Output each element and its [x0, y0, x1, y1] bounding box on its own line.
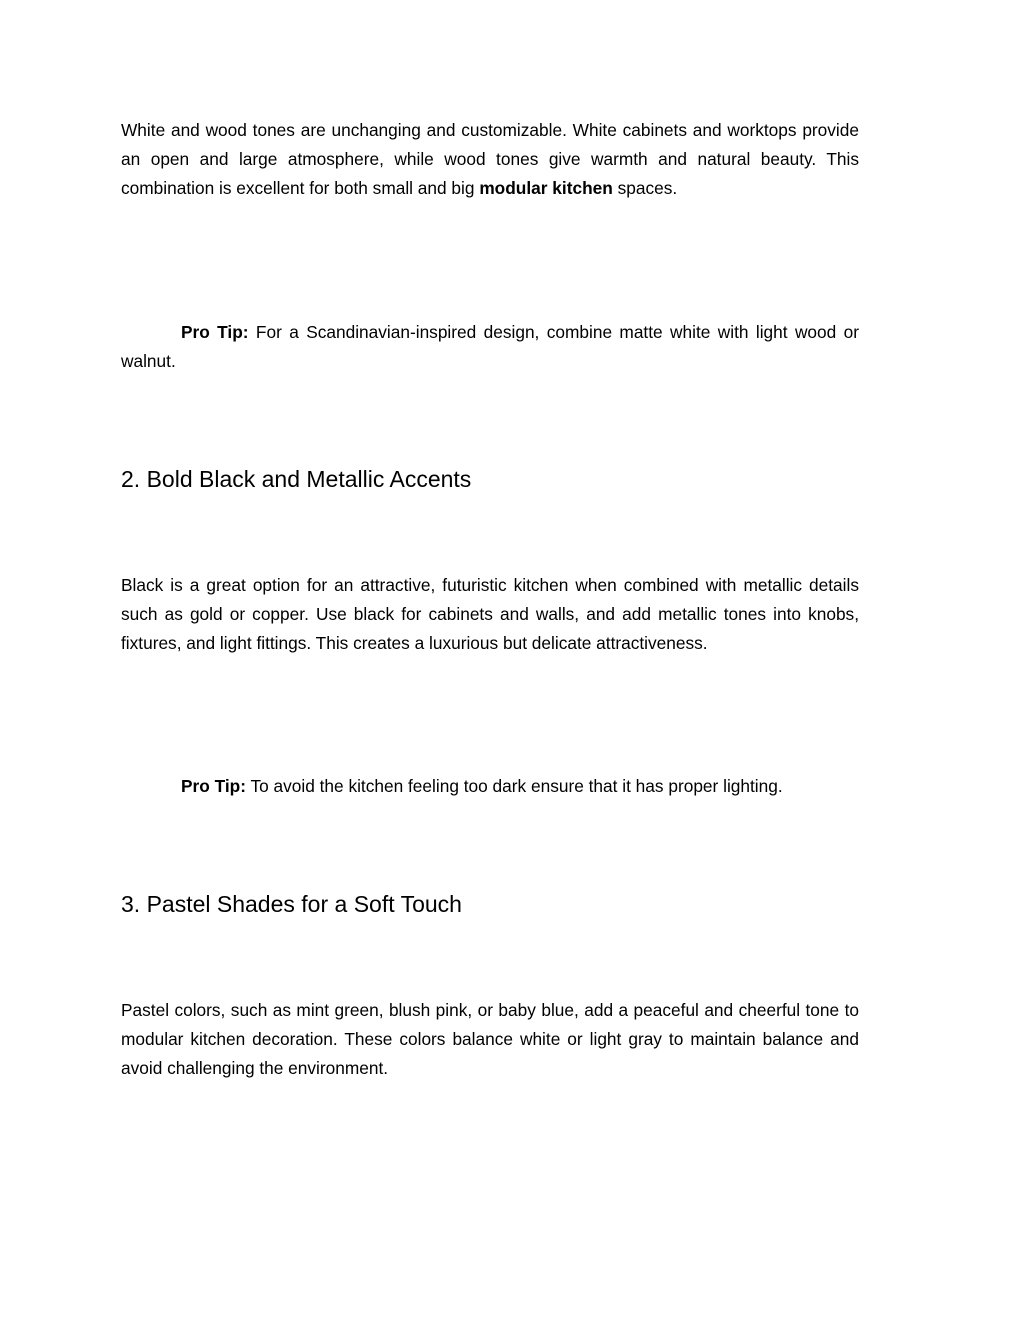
pro-tip-text: To avoid the kitchen feeling too dark ensure that it has proper lighting. — [245, 776, 783, 796]
paragraph-text: White and wood tones are unchanging and customizable. White cabinets and worktops provide an open and large atmosphere, while wood tones give warmth and natural beauty. This combination is excellent for both small and big — [121, 120, 859, 198]
bold-black-paragraph: Black is a great option for an attractive, futuristic kitchen when combined with metallic details such as gold or copper. Use black for cabinets and walls, and add metallic tones into knobs, fixtures, and light fittings. This creates a luxurious but delicate attractiveness. — [121, 575, 859, 653]
pro-tip-text: For a Scandinavian-inspired design, combine matte white with light wood or walnut. — [121, 322, 859, 371]
pro-tip-scandinavian — [121, 318, 859, 376]
section-heading-bold-black: 2. Bold Black and Metallic Accents — [121, 466, 472, 492]
pro-tip-label: Pro Tip: — [181, 776, 246, 796]
pro-tip-label: Pro Tip: — [181, 322, 249, 342]
pro-tip-lighting — [121, 772, 859, 801]
modular-kitchen-bold: modular kitchen — [479, 178, 613, 198]
white-wood-paragraph — [121, 116, 859, 203]
section-heading-pastel: 3. Pastel Shades for a Soft Touch — [121, 891, 462, 917]
paragraph-text-end: spaces. — [612, 178, 678, 198]
pastel-paragraph: Pastel colors, such as mint green, blush pink, or baby blue, add a peaceful and cheerful tone to modular kitchen decoration. These colors balance white or light gray to maintain balance and avoid challenging the environment. — [121, 1000, 859, 1078]
